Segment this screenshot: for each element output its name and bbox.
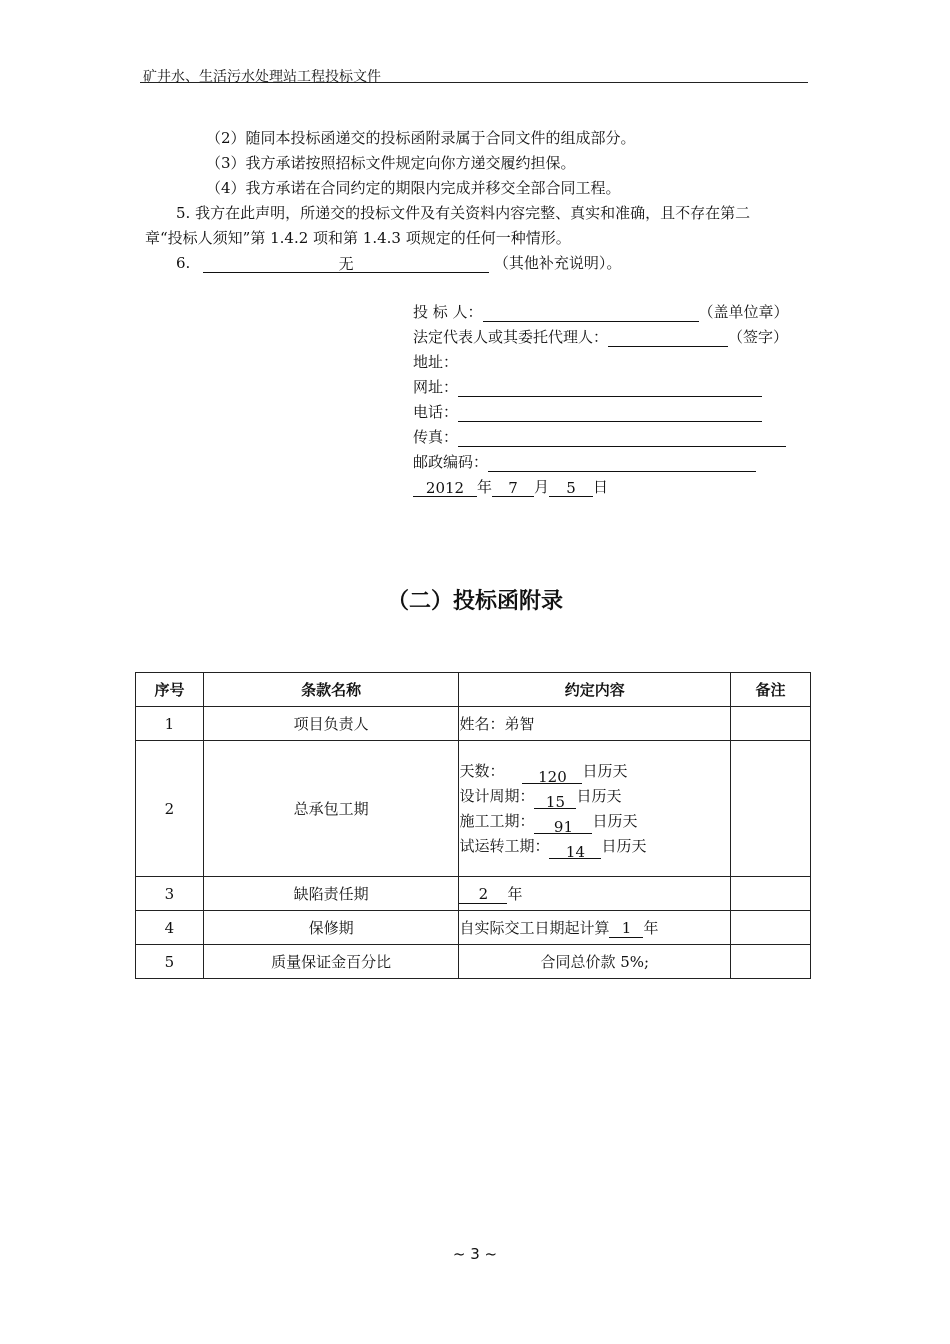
clause-6	[176, 253, 621, 273]
duration-label: 天数：	[459, 761, 505, 780]
page-number: ~ 3 ~	[452, 1245, 498, 1263]
row-content	[459, 741, 731, 877]
design-period	[459, 784, 730, 809]
bidder-blank	[483, 303, 699, 322]
row-content	[459, 877, 731, 911]
defect-period-value: 2	[459, 885, 507, 904]
table-row	[136, 707, 811, 741]
design-value: 15	[534, 790, 576, 809]
row-no: 5	[136, 945, 204, 979]
date-day-unit: 日	[593, 478, 609, 496]
clause-2: （2）随同本投标函递交的投标函附录属于合同文件的组成部分。	[206, 129, 636, 147]
row-remark	[731, 877, 811, 911]
warranty-unit: 年	[643, 919, 659, 937]
row-no: 2	[136, 741, 204, 877]
row-content: 合同总价款 5%;	[459, 945, 731, 979]
representative-line	[413, 327, 788, 347]
address-label: 地址：	[413, 353, 459, 371]
row-name: 质量保证金百分比	[203, 945, 459, 979]
duration-unit: 日历天	[582, 761, 628, 780]
address-line	[413, 352, 458, 372]
construction-period	[459, 809, 730, 834]
table-row	[136, 741, 811, 877]
construction-value: 91	[534, 815, 592, 834]
date-month-unit: 月	[534, 478, 550, 496]
trial-run-label: 试运转工期：	[459, 836, 550, 855]
row-content	[459, 911, 731, 945]
date-year: 2012	[413, 478, 477, 497]
header-clause: 条款名称	[203, 673, 459, 707]
table-row	[136, 945, 811, 979]
fax-blank	[458, 428, 786, 447]
representative-note: （签字）	[728, 328, 789, 346]
date-year-unit: 年	[477, 478, 493, 496]
warranty-value: 1	[609, 919, 643, 938]
date-month: 7	[492, 478, 534, 497]
row-no: 1	[136, 707, 204, 741]
table-row	[136, 877, 811, 911]
row-remark	[731, 741, 811, 877]
clause-6-number: 6.	[176, 254, 191, 272]
row-name: 缺陷责任期	[203, 877, 459, 911]
phone-line	[413, 402, 762, 422]
clause-5-line1: 5. 我方在此声明，所递交的投标文件及有关资料内容完整、真实和准确，且不存在第二	[176, 204, 751, 222]
website-blank	[458, 378, 762, 397]
header-no: 序号	[136, 673, 204, 707]
trial-run-period	[459, 834, 730, 859]
website-line	[413, 377, 762, 397]
clause-4: （4）我方承诺在合同约定的期限内完成并移交全部合同工程。	[206, 179, 621, 197]
date-day: 5	[549, 478, 593, 497]
row-name: 总承包工期	[203, 741, 459, 877]
row-no: 4	[136, 911, 204, 945]
bidder-note: （盖单位章）	[698, 303, 789, 321]
postcode-blank	[488, 453, 756, 472]
construction-label: 施工工期：	[459, 811, 535, 830]
date-line	[413, 477, 608, 497]
duration-days	[459, 759, 730, 784]
fax-label: 传真：	[413, 428, 459, 446]
row-remark	[731, 707, 811, 741]
table-header-row	[136, 673, 811, 707]
row-remark	[731, 911, 811, 945]
trial-run-unit: 日历天	[601, 836, 647, 855]
header-content: 约定内容	[459, 673, 731, 707]
postcode-line	[413, 452, 756, 472]
phone-blank	[458, 403, 762, 422]
clause-6-value: 无	[203, 254, 489, 273]
fax-line	[413, 427, 786, 447]
section-title: （二）投标函附录	[386, 589, 563, 614]
row-remark	[731, 945, 811, 979]
row-name: 项目负责人	[203, 707, 459, 741]
running-header: 矿井水、生活污水处理站工程投标文件	[143, 69, 381, 85]
representative-label: 法定代表人或其委托代理人：	[413, 328, 609, 346]
phone-label: 电话：	[413, 403, 459, 421]
table-row	[136, 911, 811, 945]
header-remark: 备注	[731, 673, 811, 707]
design-unit: 日历天	[576, 786, 622, 805]
representative-blank	[608, 328, 728, 347]
construction-unit: 日历天	[592, 811, 638, 830]
appendix-table	[135, 672, 811, 979]
row-name: 保修期	[203, 911, 459, 945]
clause-6-suffix: （其他补充说明）。	[493, 254, 622, 272]
clause-3: （3）我方承诺按照招标文件规定向你方递交履约担保。	[206, 154, 576, 172]
duration-value: 120	[522, 765, 582, 784]
bidder-label: 投 标 人：	[413, 303, 483, 321]
postcode-label: 邮政编码：	[413, 453, 489, 471]
header-rule	[140, 82, 808, 83]
website-label: 网址：	[413, 378, 459, 396]
warranty-prefix: 自实际交工日期起计算	[459, 919, 610, 937]
bidder-line	[413, 302, 789, 322]
trial-run-value: 14	[549, 840, 601, 859]
row-no: 3	[136, 877, 204, 911]
defect-period-unit: 年	[507, 885, 523, 903]
design-label: 设计周期：	[459, 786, 535, 805]
clause-5-line2: 章“投标人须知”第 1.4.2 项和第 1.4.3 项规定的任何一种情形。	[145, 229, 571, 247]
row-content: 姓名：弟智	[459, 707, 731, 741]
